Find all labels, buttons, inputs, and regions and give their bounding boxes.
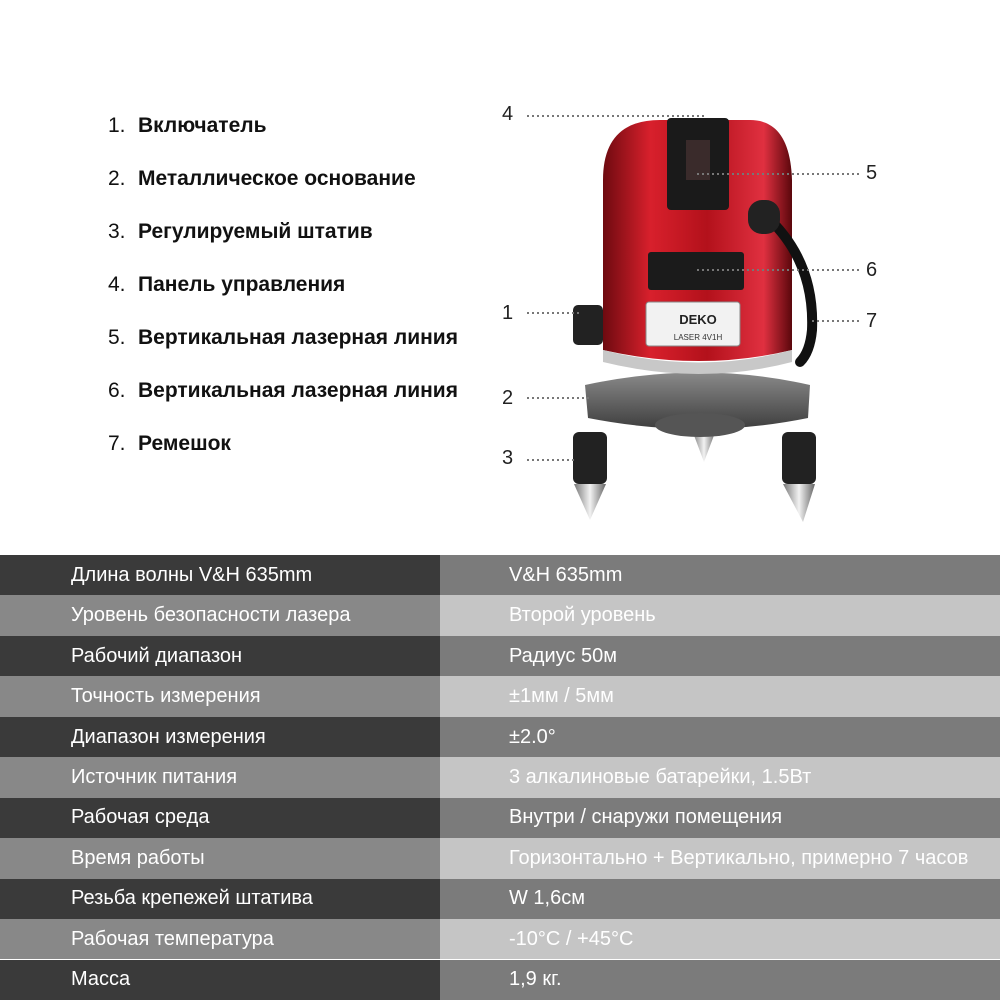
table-row [0,919,1000,959]
spec-label: Диапазон измерения [0,717,440,757]
spec-value: -10°C / +45°C [440,919,1000,959]
callout-number: 4 [502,103,514,125]
spec-label: Источник питания [0,757,440,797]
legend-number: 6. [108,379,126,402]
spec-value: 1,9 кг. [440,960,1000,1000]
spec-label: Точность измерения [0,676,440,716]
legend-text: Ремешок [138,432,231,455]
table-row [0,595,1000,635]
front-laser-window [648,252,744,290]
model-name: LASER 4V1H [673,333,723,342]
legend-number: 1. [108,114,126,137]
spec-label: Рабочий диапазон [0,636,440,676]
table-row [0,676,1000,716]
legend-text: Регулируемый штатив [138,220,373,243]
spec-value: ±2.0° [440,717,1000,757]
legend-item [108,379,458,403]
legend-item [108,326,458,350]
spec-label: Время работы [0,838,440,878]
legend-number: 7. [108,432,126,455]
legend-item [108,432,231,456]
legend-number: 3. [108,220,126,243]
power-switch [573,305,603,345]
spec-label: Резьба крепежей штатива [0,879,440,919]
table-row [0,757,1000,797]
brand-name: DEKO [679,312,717,327]
callout-number: 5 [866,162,878,184]
legend-text: Вертикальная лазерная линия [138,379,458,402]
spec-value: Горизонтально + Вертикально, примерно 7 часов [440,838,1000,878]
table-row [0,879,1000,919]
specs-table [0,555,1000,1000]
spec-label: Уровень безопасности лазера [0,595,440,635]
spec-label: Масса [0,960,440,1000]
callout-number: 3 [502,447,514,469]
spec-value: Второй уровень [440,595,1000,635]
spec-value: Радиус 50м [440,636,1000,676]
table-row [0,798,1000,838]
legend-item [108,114,267,138]
callout-number: 2 [502,387,514,409]
spec-label: Рабочая температура [0,919,440,959]
tripod-leg-left [573,432,607,520]
spec-label: Рабочая среда [0,798,440,838]
spec-value: 3 алкалиновые батарейки, 1.5Вт [440,757,1000,797]
legend-item [108,220,373,244]
spec-value: V&H 635mm [440,555,1000,595]
legend-number: 2. [108,167,126,190]
parts-legend [0,0,500,550]
callout-number: 6 [866,259,878,281]
spec-value: Внутри / снаружи помещения [440,798,1000,838]
laser-level-illustration [495,95,895,535]
tripod-leg-right [782,432,816,522]
spec-label: Длина волны V&H 635mm [0,555,440,595]
legend-number: 4. [108,273,126,296]
legend-text: Включатель [138,114,267,137]
legend-item [108,167,416,191]
table-row [0,960,1000,1000]
callout-number: 1 [502,302,514,324]
table-row [0,555,1000,595]
legend-text: Панель управления [138,273,346,296]
legend-item [108,273,345,297]
legend-text: Металлическое основание [138,167,416,190]
spec-value: ±1мм / 5мм [440,676,1000,716]
callout-number: 7 [866,310,878,332]
table-row [0,838,1000,878]
legend-number: 5. [108,326,126,349]
table-row [0,717,1000,757]
spec-value: W 1,6см [440,879,1000,919]
table-row [0,636,1000,676]
legend-text: Вертикальная лазерная линия [138,326,458,349]
